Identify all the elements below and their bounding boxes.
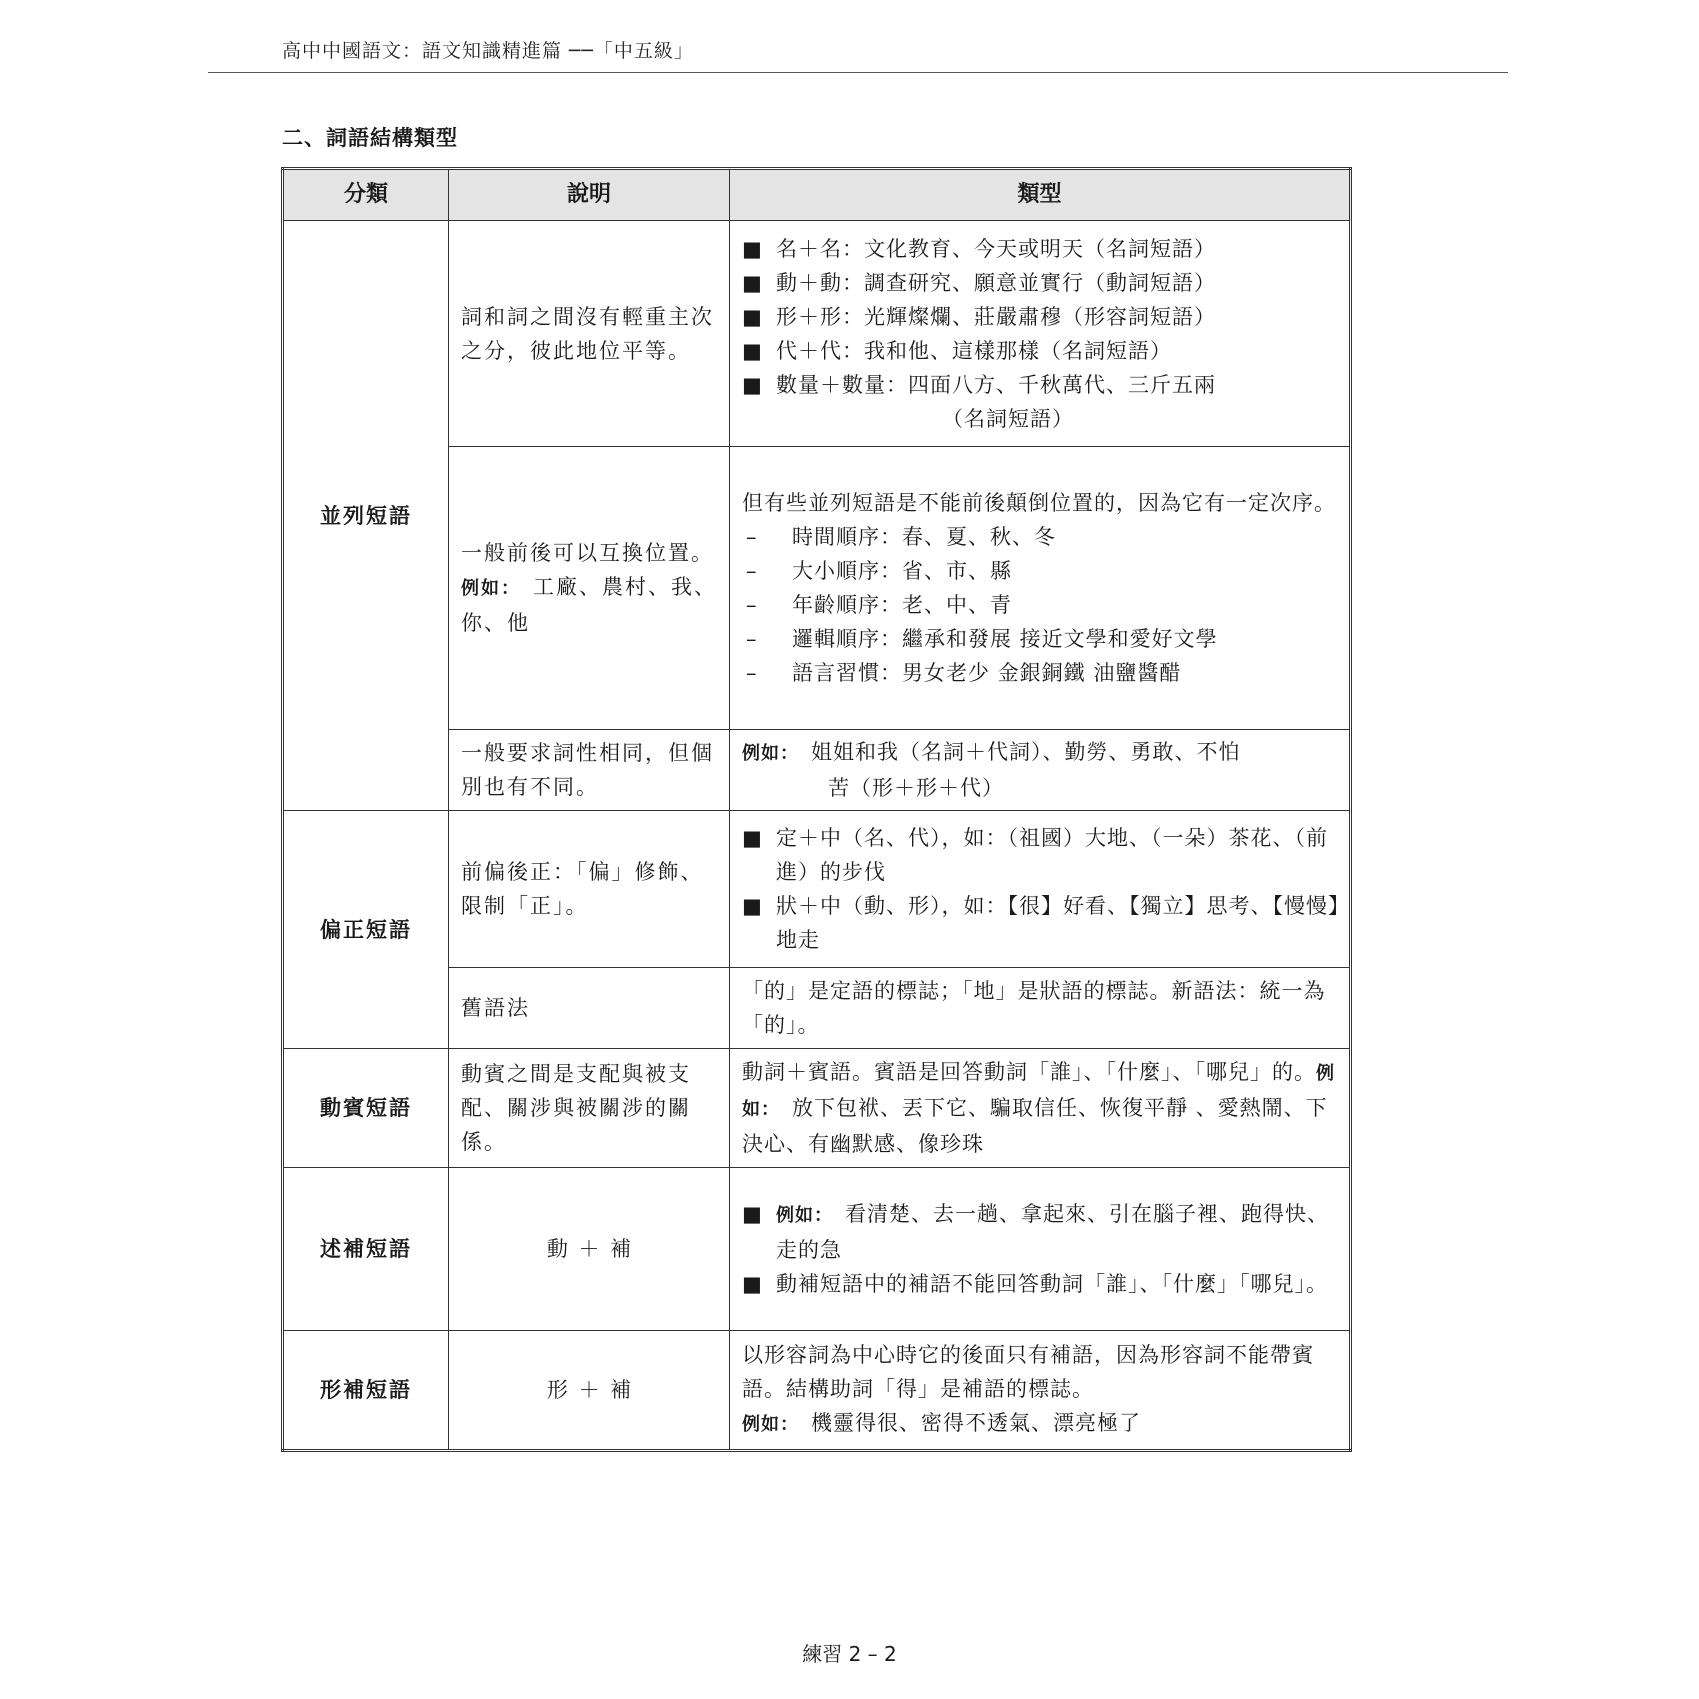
category-cell: 動賓短語 [283,1049,449,1168]
header-type: 類型 [730,169,1351,221]
description-cell: 詞和詞之間沒有輕重主次之分，彼此地位平等。 [449,221,730,447]
list-item: – 大小順序：省、市、縣 [742,554,1341,588]
table-row [283,811,1351,968]
table-row [283,1049,1351,1168]
category-cell: 述補短語 [283,1168,449,1331]
list-item: – 語言習慣：男女老少 金銀銅鐵 油鹽醬醋 [742,656,1341,690]
list-item: ■ 例如： 看清楚、去一趟、拿起來、引在腦子裡、跑得快、走的急 [742,1197,1341,1267]
example-label: 例如： [742,1063,1335,1120]
bullet-icon: ■ [742,304,763,329]
type-cell: 動詞＋賓語。賓語是回答動詞「誰」、「什麼」、「哪兒」的。例如： 放下包袱、丟下它、騙取信任、恢復平靜 、愛熱鬧、下決心、有幽默感、像珍珠 [730,1049,1351,1168]
dash-icon: – [746,661,758,685]
header-rule [208,72,1508,73]
bullet-icon: ■ [742,372,763,397]
table-row [283,1331,1351,1451]
description-cell: 動 ＋ 補 [449,1168,730,1331]
list-item: ■ 形＋形：光輝燦爛、莊嚴肅穆（形容詞短語） [742,300,1341,334]
type-cell [730,1168,1351,1331]
dash-icon: – [746,593,758,617]
list-item: ■ 動＋動：調查研究、願意並實行（動詞短語） [742,266,1341,300]
bullet-icon: ■ [742,826,763,850]
category-cell: 形補短語 [283,1331,449,1451]
bullet-icon: ■ [742,338,763,363]
description-cell: 舊語法 [449,968,730,1049]
list-item: ■ 動補短語中的補語不能回答動詞「誰」、「什麼」「哪兒」。 [742,1267,1341,1301]
bullet-icon: ■ [742,1272,763,1296]
bullet-icon: ■ [742,1202,763,1226]
description-cell: 前偏後正：「偏」修飾、限制「正」。 [449,811,730,968]
type-cell: 例如： 姐姐和我（名詞＋代詞）、勤勞、勇敢、不怕 苦（形＋形＋代） [730,730,1351,811]
list-item: – 年齡順序：老、中、青 [742,588,1341,622]
dash-icon: – [746,525,758,549]
list-item: ■ 狀＋中（動、形），如：【很】好看、【獨立】思考、【慢慢】地走 [742,889,1341,957]
bullet-icon: ■ [742,236,763,261]
description-cell: 形 ＋ 補 [449,1331,730,1451]
page-footer: 練習 2 – 2 [802,1642,897,1666]
dash-icon: – [746,627,758,651]
header-description: 說明 [449,169,730,221]
list-item: – 邏輯順序：繼承和發展 接近文學和愛好文學 [742,622,1341,656]
type-cell [730,221,1351,447]
type-cell [730,811,1351,968]
example-label: 例如： [742,1414,799,1435]
type-cell: 但有些並列短語是不能前後顛倒位置的，因為它有一定次序。 – 時間順序：春、夏、秋、冬 – 大小順序：省、市、縣 – 年齡順序：老、中、青 – 邏輯順序：繼承和發展 接近文學和愛好文學 – 語言習慣：男女老少 金銀銅鐵 油鹽醬醋 [730,447,1351,730]
table-row [283,1168,1351,1331]
table-header-row [283,169,1351,221]
type-cell: 「的」是定語的標誌；「地」是狀語的標誌。新語法：統一為「的」。 [730,968,1351,1049]
header-category: 分類 [283,169,449,221]
list-item: ■ 代＋代：我和他、這樣那樣（名詞短語） [742,334,1341,368]
description-cell: 一般前後可以互換位置。 例如： 工廠、農村、我、你、他 [449,447,730,730]
list-item: ■ 名＋名：文化教育、今天或明天（名詞短語） [742,232,1341,266]
bullet-icon: ■ [742,270,763,295]
description-cell: 動賓之間是支配與被支配、關涉與被關涉的關係。 [449,1049,730,1168]
list-item: – 時間順序：春、夏、秋、冬 [742,520,1341,554]
list-item: ■ 數量＋數量：四面八方、千秋萬代、三斤五兩 [742,368,1341,402]
example-label: 例如： [742,743,799,764]
dash-icon: – [746,559,758,583]
phrase-structure-table [281,167,1352,1452]
type-cell: 以形容詞為中心時它的後面只有補語，因為形容詞不能帶賓語。結構助詞「得」是補語的標誌。 例如： 機靈得很、密得不透氣、漂亮極了 [730,1331,1351,1451]
table-row [283,221,1351,447]
description-cell: 一般要求詞性相同，但個別也有不同。 [449,730,730,811]
list-item-continuation: （名詞短語） [942,406,1074,431]
example-label: 例如： [461,578,521,599]
section-title: 二、詞語結構類型 [282,126,458,150]
list-item: ■ 定＋中（名、代），如：（祖國）大地、（一朵）茶花、（前進）的步伐 [742,821,1341,889]
category-cell: 偏正短語 [283,811,449,1049]
example-label: 例如： [776,1205,833,1226]
page-header: 高中中國語文：語文知識精進篇 ──「中五級」 [282,40,694,62]
bullet-icon: ■ [742,894,763,918]
category-cell: 並列短語 [283,221,449,811]
